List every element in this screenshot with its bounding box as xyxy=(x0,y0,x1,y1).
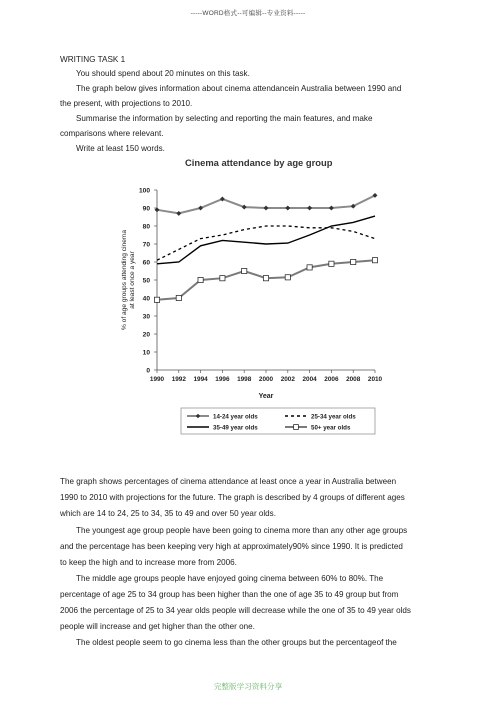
x-tick-label: 1996 xyxy=(215,376,230,383)
x-tick-label: 1994 xyxy=(193,376,208,383)
task-title: WRITING TASK 1 xyxy=(60,55,126,64)
x-tick-label: 2008 xyxy=(346,376,361,383)
y-tick-label: 10 xyxy=(142,349,150,357)
line-chart xyxy=(100,168,400,436)
y-tick-label: 80 xyxy=(142,223,150,231)
body-line: The graph shows percentages of cinema attendance at least once a year in Australia between xyxy=(60,477,397,486)
body-line: 1990 to 2010 with projections for the future. The graph is described by 4 groups of different ages xyxy=(60,493,405,502)
x-tick-label: 1992 xyxy=(171,376,186,383)
body-line: and the percentage has been keeping very high at approximately90% since 1990. It is predicted xyxy=(60,542,403,551)
series-point-diamond xyxy=(329,206,333,210)
y-axis-label: at least once a year xyxy=(129,251,136,309)
series-point-square xyxy=(220,276,225,281)
x-tick-label: 2002 xyxy=(280,376,295,383)
x-tick-label: 2010 xyxy=(367,376,383,383)
y-tick-label: 70 xyxy=(142,241,150,249)
y-tick-label: 40 xyxy=(142,295,150,303)
body-line: to keep the high and to increase more from 2006. xyxy=(60,558,237,567)
y-tick-label: 20 xyxy=(142,331,150,339)
chart-title: Cinema attendance by age group xyxy=(185,157,333,168)
series-point-diamond xyxy=(286,206,290,210)
y-tick-label: 60 xyxy=(142,259,150,267)
x-axis-label: Year xyxy=(258,393,274,400)
legend-label-2: 25-34 year olds xyxy=(311,413,356,421)
instruction-line: comparisons where relevant. xyxy=(60,129,164,138)
instruction-line: the present, with projections to 2010. xyxy=(60,99,193,108)
series-line-1 xyxy=(157,195,375,213)
instruction-line: Write at least 150 words. xyxy=(76,144,165,153)
series-point-diamond xyxy=(177,211,181,215)
body-line: people will increase and get higher than the other one. xyxy=(60,622,255,631)
legend-label-1: 14-24 year olds xyxy=(213,413,258,421)
series-point-square xyxy=(242,268,247,273)
series-point-square xyxy=(329,261,334,266)
x-tick-label: 2006 xyxy=(324,376,339,383)
series-point-square xyxy=(154,297,159,302)
legend-marker-square xyxy=(294,425,299,430)
page-footer: 完整版学习资料分享 xyxy=(213,682,283,691)
x-tick-label: 1990 xyxy=(149,376,165,383)
body-line: The oldest people seem to go cinema less than the other groups but the percentageof the xyxy=(76,638,397,647)
x-tick-label: 2000 xyxy=(258,376,274,383)
series-line-3 xyxy=(157,216,375,264)
y-tick-label: 0 xyxy=(146,367,150,375)
legend-label-4: 50+ year olds xyxy=(311,424,351,432)
legend-label-3: 35-49 year olds xyxy=(213,424,258,432)
y-tick-label: 90 xyxy=(142,205,150,213)
series-point-diamond xyxy=(307,206,311,210)
instruction-line: Summarise the information by selecting and reporting the main features, and make xyxy=(76,114,373,123)
body-line: percentage of age 25 to 34 group has been higher than the one of age 35 to 49 group but from xyxy=(60,590,399,599)
series-point-square xyxy=(176,295,181,300)
instruction-line: The graph below gives information about cinema attendancein Australia between 1990 and xyxy=(76,84,402,93)
page-header: -----WORD格式--可编辑--专业资料----- xyxy=(190,10,306,17)
instruction-line: You should spend about 20 minutes on this task. xyxy=(76,69,250,78)
x-tick-label: 1998 xyxy=(237,376,252,383)
y-tick-label: 30 xyxy=(142,313,150,321)
series-point-square xyxy=(198,277,203,282)
x-tick-label: 2004 xyxy=(302,376,317,383)
series-point-square xyxy=(372,258,377,263)
series-point-square xyxy=(351,259,356,264)
body-line: 2006 the percentage of 25 to 34 year olds people will decrease while the one of 35 to 49 year olds xyxy=(60,606,411,615)
series-point-square xyxy=(307,265,312,270)
body-line: The middle age groups people have enjoyed going cinema between 60% to 80%. The xyxy=(76,574,384,583)
y-tick-label: 100 xyxy=(138,187,150,195)
series-point-square xyxy=(285,275,290,280)
body-line: The youngest age group people have been going to cinema more than any other age groups xyxy=(76,526,408,535)
y-axis-label: % of age groups attending cinema xyxy=(121,229,128,331)
y-tick-label: 50 xyxy=(142,277,150,285)
series-point-square xyxy=(263,276,268,281)
series-point-diamond xyxy=(264,206,268,210)
series-line-2 xyxy=(157,226,375,260)
body-line: which are 14 to 24, 25 to 34, 35 to 49 and over 50 year olds. xyxy=(60,509,276,518)
